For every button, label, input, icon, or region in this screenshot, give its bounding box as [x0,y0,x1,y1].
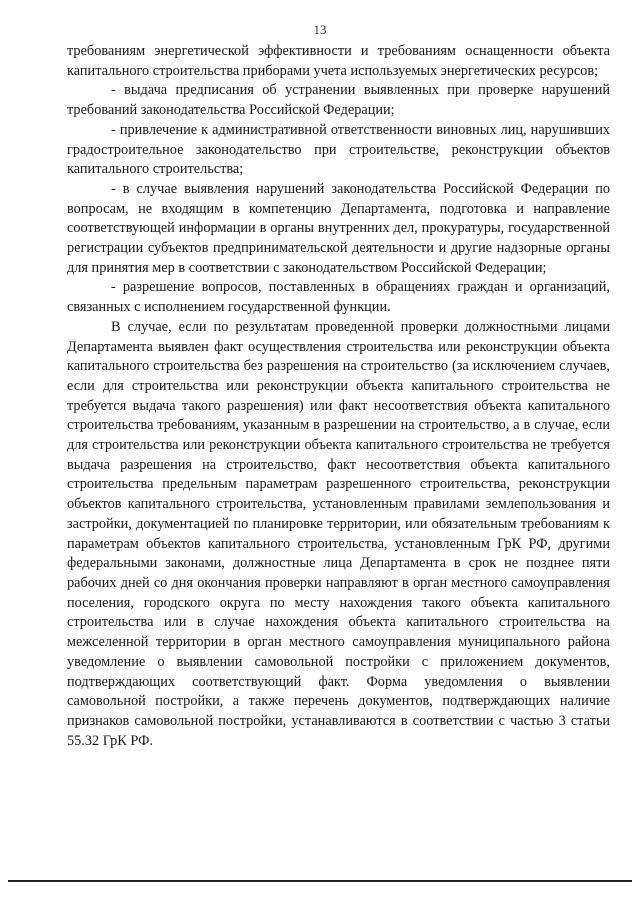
paragraph-unauthorized-construction: В случае, если по результатам проведенной проверки должностными лицами Департамента выявлен факт осуществления строительства или реконструкции объекта капитального строительства без разрешения на строительство (за исключением случаев, если для строительства или реконструкции объекта капитального строительства не требуется выдача такого разрешения) или факт несоответствия объекта капитального строительства требованиям, указанным в разрешении на строительство, а в случае, если для строительства или реконструкции объекта капитального строительства не требуется выдача разрешения на строительство, факт несоответствия объекта капитального строительства предельным параметрам разрешенного строительства, реконструкции объектов капитального строительства, установленным правилами землепользования и застройки, документацией по планировке территории, или обязательным требованиям к параметрам объектов капитального строительства, установленным ГрК РФ, другими федеральными законами, должностные лица Департамента в срок не позднее пяти рабочих дней со дня окончания проверки направляют в орган местного самоуправления поселения, городского округа по месту нахождения такого объекта капитального строительства или в случае нахождения объекта капитального строительства на межселенной территории в орган местного самоуправления муниципального района уведомление о выявлении самовольной постройки с приложением документов, подтверждающих соответствующий факт. Форма уведомления о выявлении самовольной постройки, а также перечень документов, подтверждающих наличие признаков самовольной постройки, устанавливаются в соответствии с частью 3 статьи 55.32 ГрК РФ. [67,318,610,749]
list-item-liability: - привлечение к административной ответственности виновных лиц, нарушивших градостроительное законодательство при строительстве, реконструкции объектов капитального строительства; [67,121,610,178]
paragraph-continuation: требованиям энергетической эффективности и требованиям оснащенности объекта капитального строительства приборами учета используемых энергетических ресурсов; [67,43,610,79]
list-item-prescription: - выдача предписания об устранении выявленных при проверке нарушений требований законодательства Российской Федерации; [67,82,610,119]
list-item-violations-referral: - в случае выявления нарушений законодательства Российской Федерации по вопросам, не входящим в компетенцию Департамента, подготовка и направление соответствующей информации в органы внутренних дел, прокуратуры, государственной регистрации субъектов предпринимательской деятельности и другие надзорные органы для принятия мер в соответствии с законодательством Российской Федерации; [67,180,610,276]
document-body [67,42,610,751]
page-bottom-rule [8,880,632,882]
list-item-citizen-requests: - разрешение вопросов, поставленных в обращениях граждан и организаций, связанных с исполнением государственной функции. [67,279,610,316]
page-number: 13 [313,22,327,37]
